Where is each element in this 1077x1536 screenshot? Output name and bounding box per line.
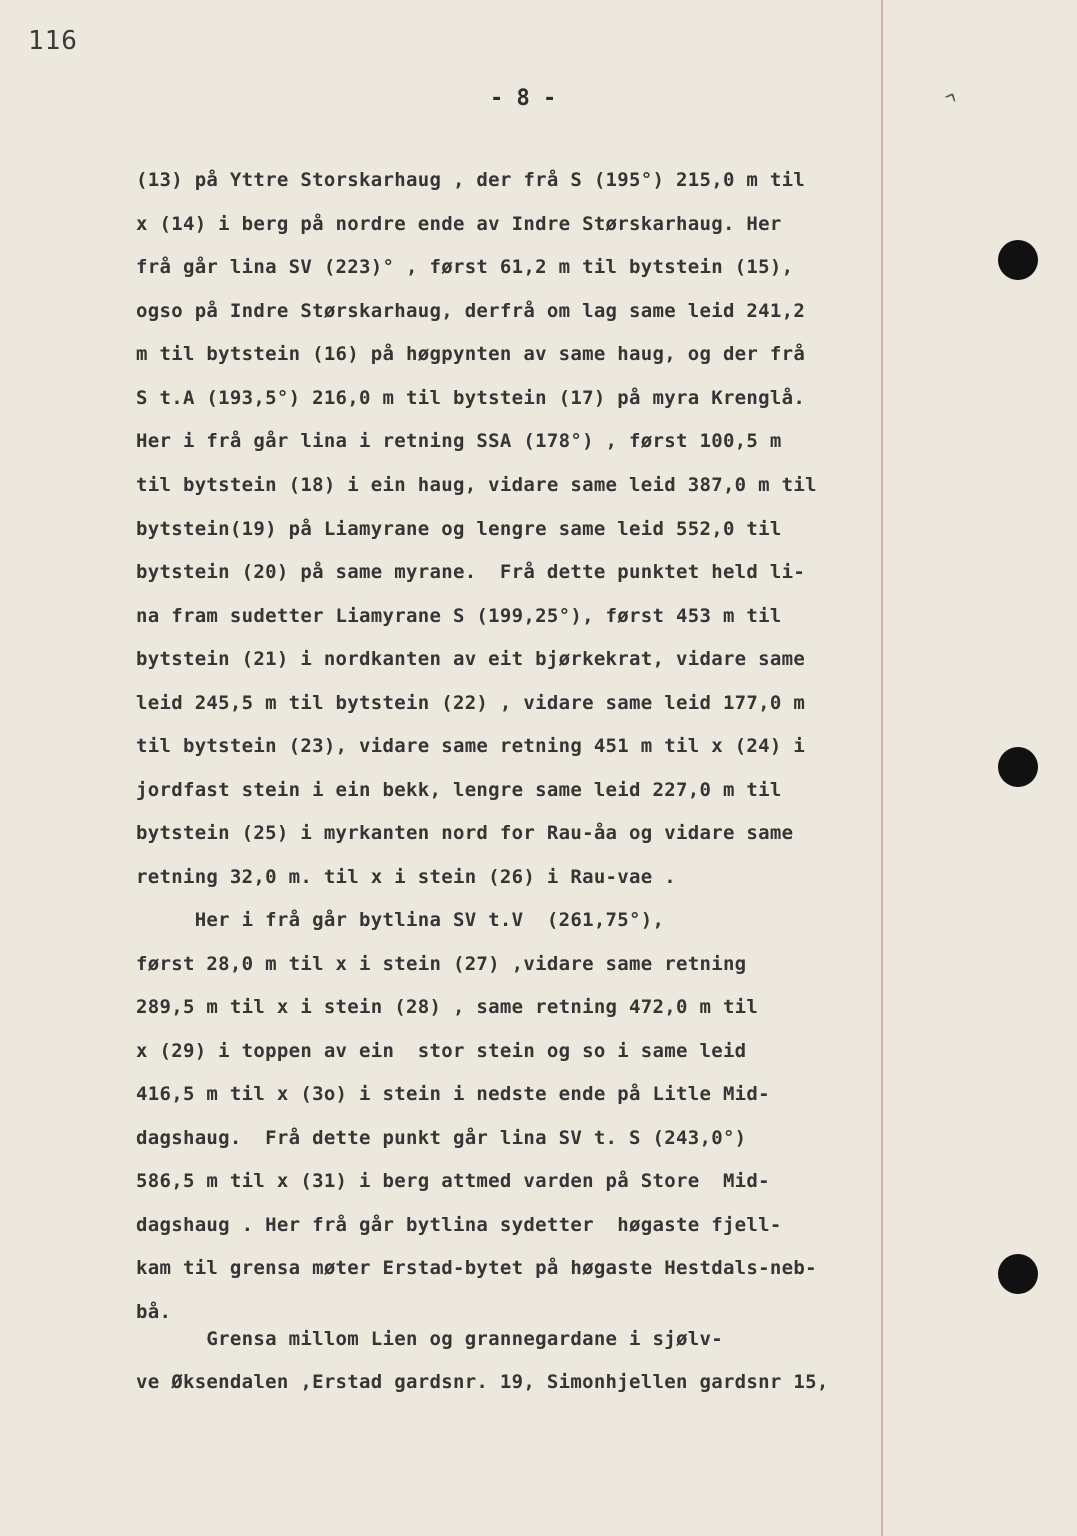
text-line: Her i frå går lina i retning SSA (178°) , først 100,5 m <box>136 430 782 452</box>
text-line: 416,5 m til x (3o) i stein i nedste ende på Litle Mid- <box>136 1083 770 1105</box>
text-line: dagshaug. Frå dette punkt går lina SV t. S (243,0°) <box>136 1127 747 1149</box>
punch-hole <box>998 240 1038 280</box>
text-line: 289,5 m til x i stein (28) , same retning 472,0 m til <box>136 996 759 1018</box>
text-line: frå går lina SV (223)° , først 61,2 m til bytstein (15), <box>136 256 794 278</box>
text-line: bytstein (25) i myrkanten nord for Rau-åa og vidare same <box>136 822 794 844</box>
corner-mark: ^ <box>937 88 960 117</box>
section-title: - 8 - <box>490 86 557 111</box>
text-line: bytstein (20) på same myrane. Frå dette punktet held li- <box>136 561 806 583</box>
text-line: ogso på Indre Størskarhaug, derfrå om lag same leid 241,2 <box>136 300 806 322</box>
text-line: m til bytstein (16) på høgpynten av same haug, og der frå <box>136 343 806 365</box>
text-line: na fram sudetter Liamyrane S (199,25°), først 453 m til <box>136 605 782 627</box>
text-line: jordfast stein i ein bekk, lengre same leid 227,0 m til <box>136 779 782 801</box>
text-line: S t.A (193,5°) 216,0 m til bytstein (17) på myra Krenglå. <box>136 387 806 409</box>
text-line: x (29) i toppen av ein stor stein og so i same leid <box>136 1040 747 1062</box>
text-line: bytstein (21) i nordkanten av eit bjørkekrat, vidare same <box>136 648 806 670</box>
text-line: til bytstein (23), vidare same retning 451 m til x (24) i <box>136 735 806 757</box>
punch-hole <box>998 747 1038 787</box>
text-line: ve Øksendalen ,Erstad gardsnr. 19, Simonhjellen gardsnr 15, <box>136 1371 829 1393</box>
margin-rule <box>881 0 883 1536</box>
text-line: bytstein(19) på Liamyrane og lengre same leid 552,0 til <box>136 518 782 540</box>
text-line: Her i frå går bytlina SV t.V (261,75°), <box>136 909 665 931</box>
text-line: kam til grensa møter Erstad-bytet på høgaste Hestdals-neb- <box>136 1257 817 1279</box>
text-line: til bytstein (18) i ein haug, vidare same leid 387,0 m til <box>136 474 817 496</box>
text-line: leid 245,5 m til bytstein (22) , vidare same leid 177,0 m <box>136 692 806 714</box>
text-line: Grensa millom Lien og grannegardane i sjølv- <box>136 1328 723 1350</box>
text-line: x (14) i berg på nordre ende av Indre Størskarhaug. Her <box>136 213 782 235</box>
text-line: først 28,0 m til x i stein (27) ,vidare same retning <box>136 953 747 975</box>
page-number: 116 <box>28 26 78 56</box>
text-line: bå. <box>136 1301 172 1323</box>
text-line: 586,5 m til x (31) i berg attmed varden på Store Mid- <box>136 1170 770 1192</box>
text-line: dagshaug . Her frå går bytlina sydetter høgaste fjell- <box>136 1214 782 1236</box>
text-line: retning 32,0 m. til x i stein (26) i Rau-vae . <box>136 866 676 888</box>
text-line: (13) på Yttre Storskarhaug , der frå S (195°) 215,0 m til <box>136 169 806 191</box>
punch-hole <box>998 1254 1038 1294</box>
